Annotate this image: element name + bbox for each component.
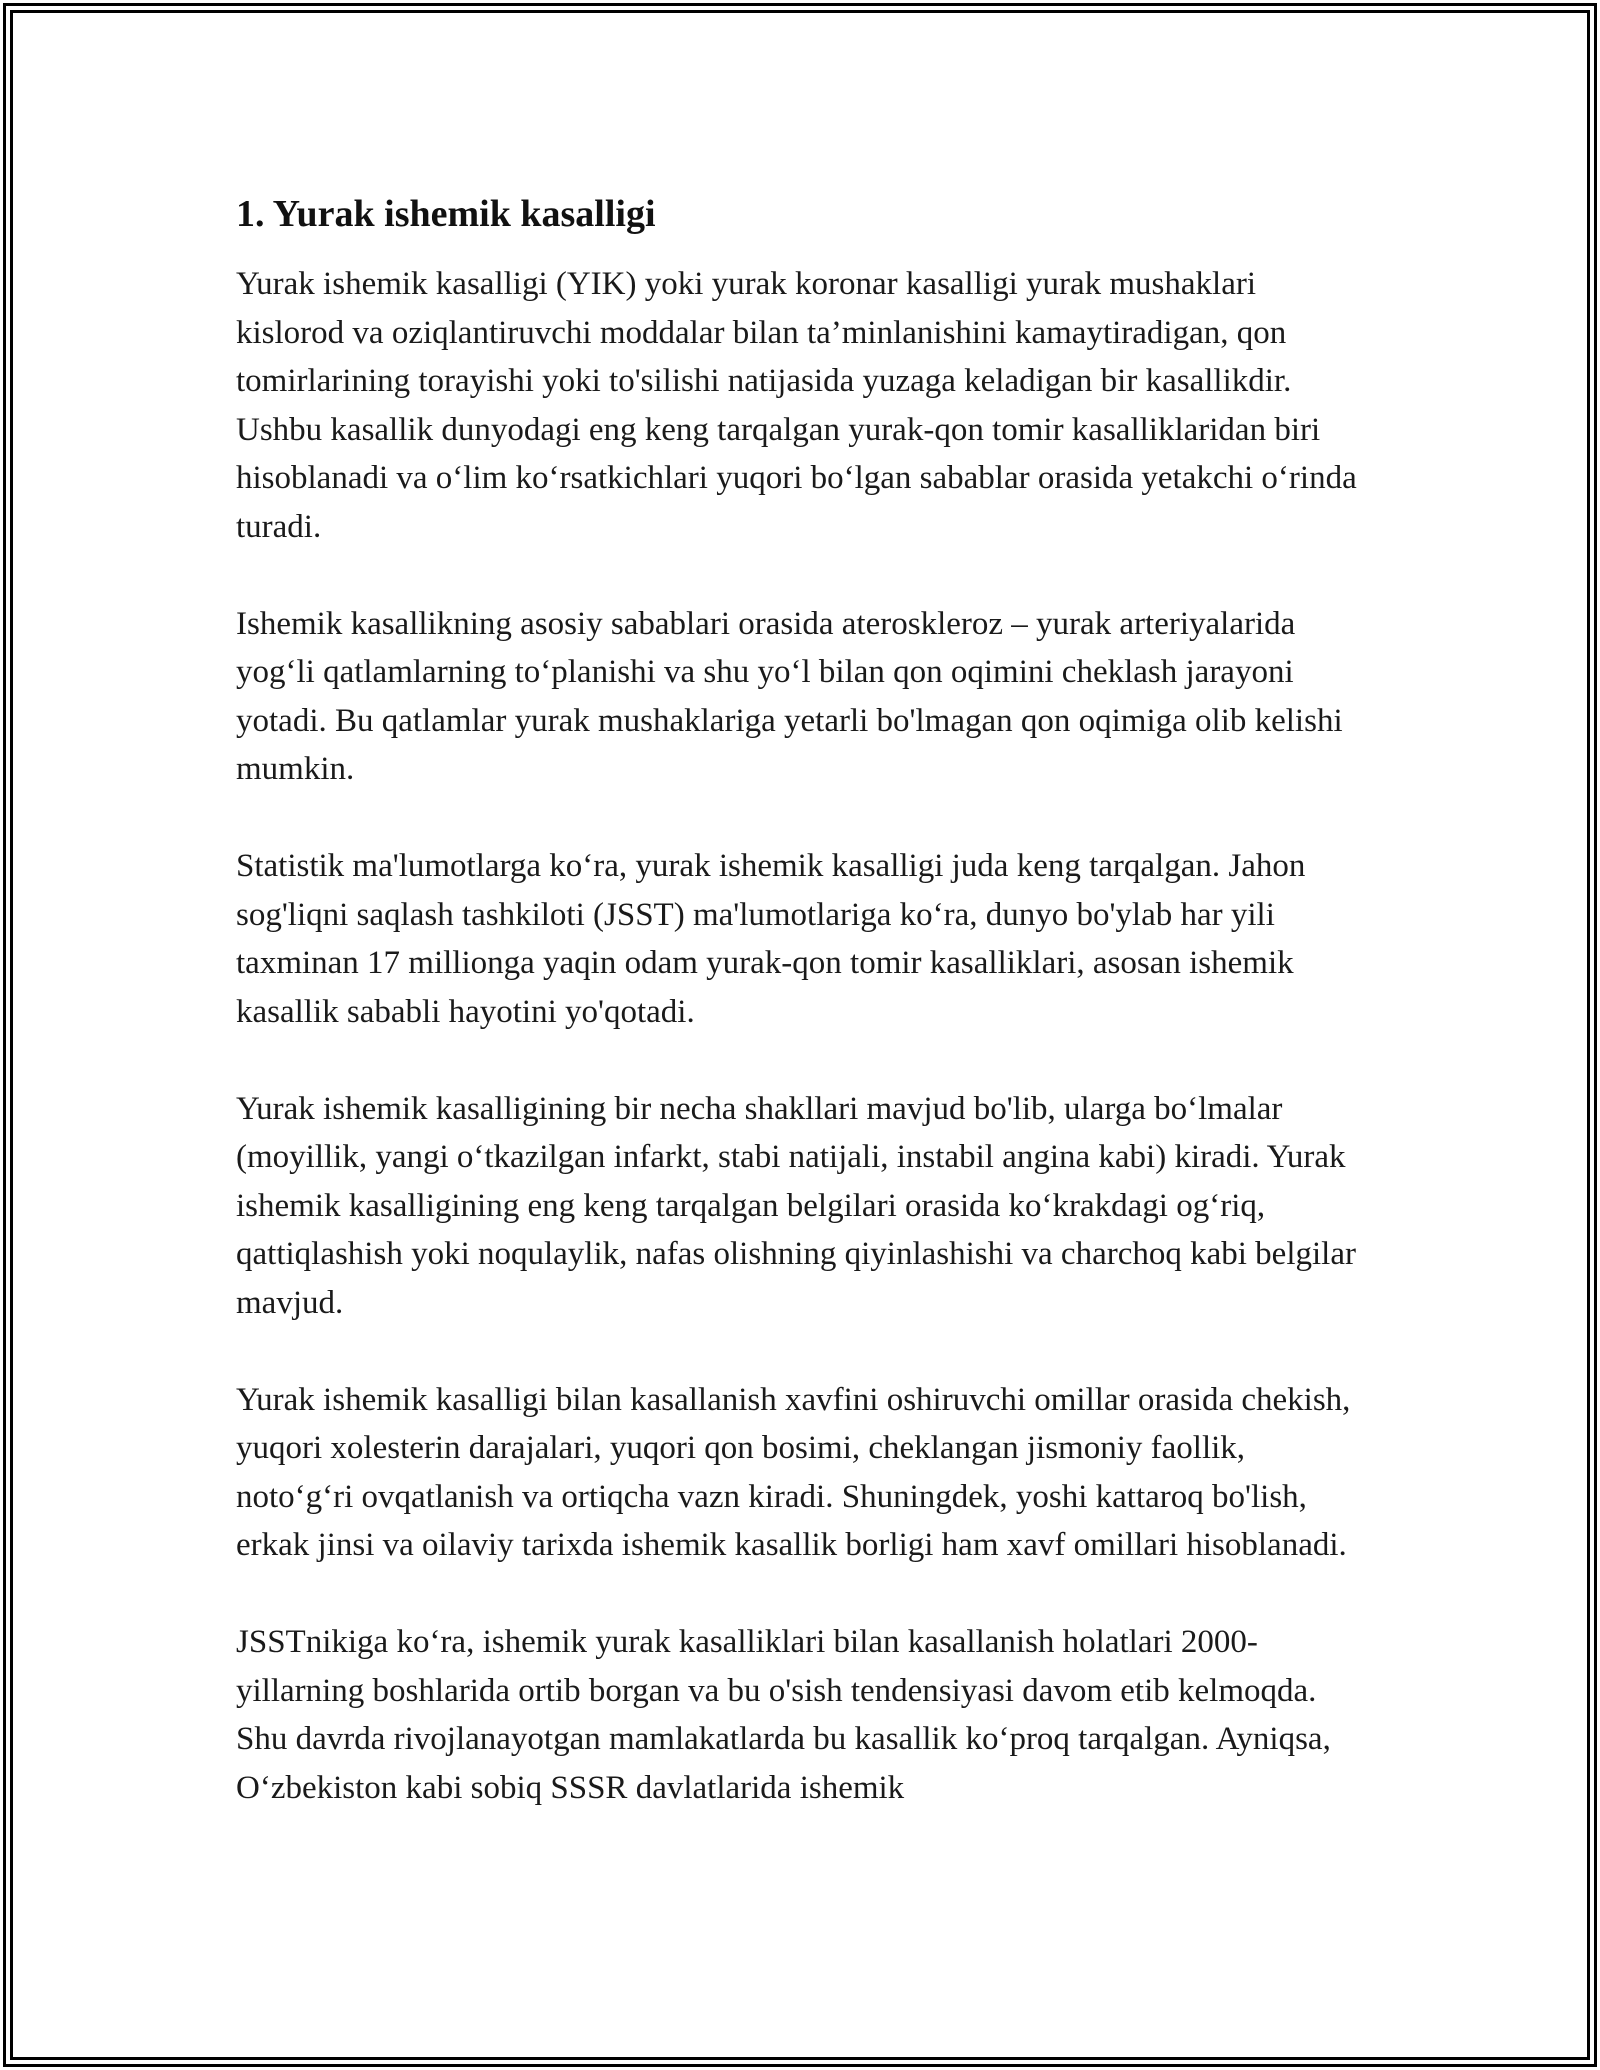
paragraph-risk-factors: Yurak ishemik kasalligi bilan kasallanish xavfini oshiruvchi omillar orasida chekish, yuqori xolesterin darajalari, yuqori qon bosimi, cheklangan jismoniy faollik, notoʻgʻri ovqatlanish va ortiqcha vazn kiradi. Shuningdek, yoshi kattaroq bo'lish, erkak jinsi va oilaviy tarixda ishemik kasallik borligi ham xavf omillari hisoblanadi. (236, 1381, 1351, 1563)
document-body (236, 190, 1366, 1812)
paragraph-definition: Yurak ishemik kasalligi (YIK) yoki yurak koronar kasalligi yurak mushaklari kislorod va oziqlantiruvchi moddalar bilan ta’minlanishini kamaytiradigan, qon tomirlarining torayishi yoki to'silishi natijasida yuzaga keladigan bir kasallikdir. Ushbu kasallik dunyodagi eng keng tarqalgan yurak-qon tomir kasalliklaridan biri hisoblanadi va oʻlim koʻrsatkichlari yuqori boʻlgan sabablar orasida yetakchi oʻrinda turadi. (236, 266, 1357, 545)
section-heading: 1. Yurak ishemik kasalligi (236, 193, 656, 235)
paragraph-forms-symptoms: Yurak ishemik kasalligining bir necha shakllari mavjud bo'lib, ularga boʻlmalar (moyillik, yangi oʻtkazilgan infarkt, stabi natijali, instabil angina kabi) kiradi. Yurak ishemik kasalligining eng keng tarqalgan belgilari orasida koʻkrakdagi ogʻriq, qattiqlashish yoki noqulaylik, nafas olishning qiyinlashishi va charchoq kabi belgilar mavjud. (236, 1090, 1356, 1321)
paragraph-causes: Ishemik kasallikning asosiy sabablari orasida ateroskleroz – yurak arteriyalarida yogʻli qatlamlarning toʻplanishi va shu yoʻl bilan qon oqimini cheklash jarayoni yotadi. Bu qatlamlar yurak mushaklariga yetarli bo'lmagan qon oqimiga olib kelishi mumkin. (236, 605, 1343, 787)
paragraph-statistics: Statistik ma'lumotlarga koʻra, yurak ishemik kasalligi juda keng tarqalgan. Jahon sog'liqni saqlash tashkiloti (JSST) ma'lumotlariga koʻra, dunyo bo'ylab har yili taxminan 17 millionga yaqin odam yurak-qon tomir kasalliklari, asosan ishemik kasallik sababli hayotini yo'qotadi. (236, 848, 1306, 1030)
paragraph-trends: JSSTnikiga koʻra, ishemik yurak kasalliklari bilan kasallanish holatlari 2000-yillarning boshlarida ortib borgan va bu o'sish tendensiyasi davom etib kelmoqda. Shu davrda rivojlanayotgan mamlakatlarda bu kasallik koʻproq tarqalgan. Ayniqsa, Oʻzbekiston kabi sobiq SSSR davlatlarida ishemik (236, 1624, 1331, 1806)
